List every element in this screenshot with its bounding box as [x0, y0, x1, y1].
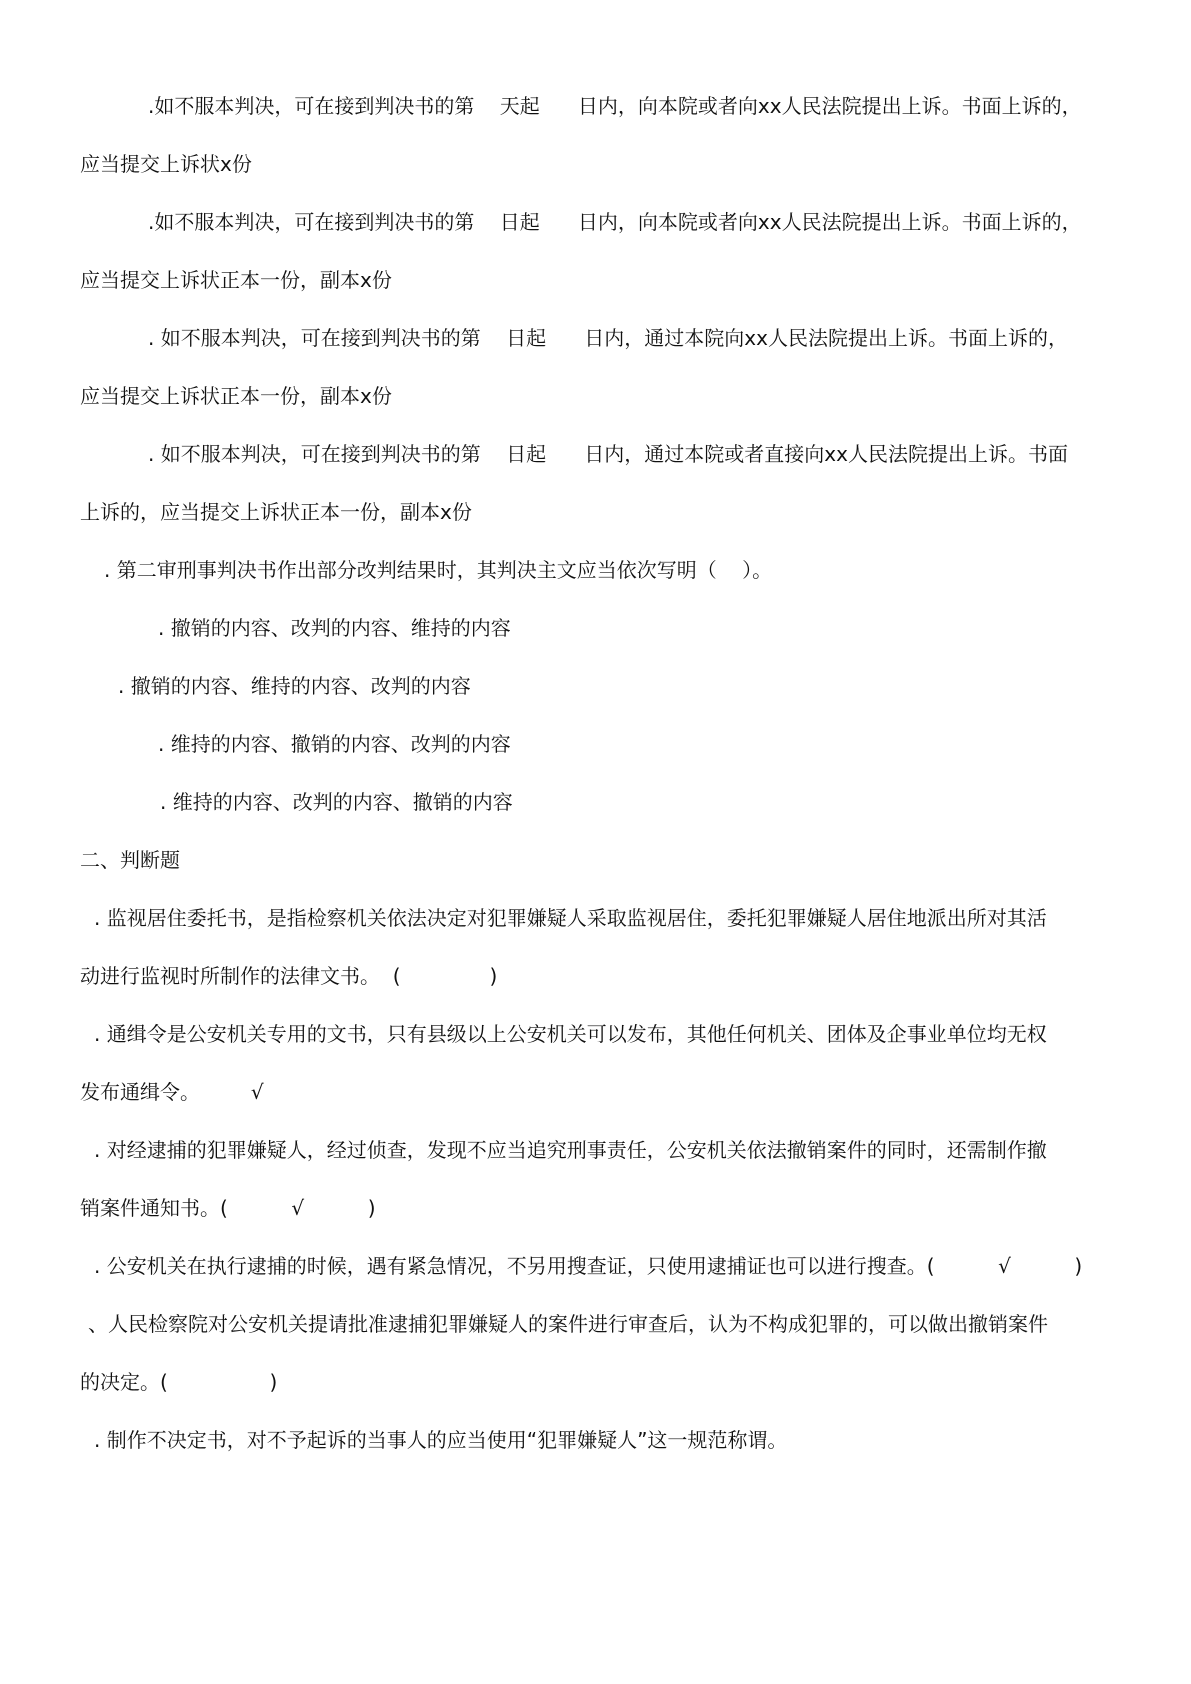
- option-c-line2: 应当提交上诉状正本一份，副本x份: [80, 384, 392, 408]
- question-option-d: . 维持的内容、改判的内容、撤销的内容: [160, 790, 513, 814]
- question-stem: . 第二审刑事判决书作出部分改判结果时，其判决主文应当依次写明（ ）。: [104, 558, 773, 582]
- question-option-b: . 撤销的内容、维持的内容、改判的内容: [118, 674, 471, 698]
- judgment-5-line2: 的决定。( ): [80, 1370, 278, 1394]
- judgment-3-line2: 销案件通知书。( √ ): [80, 1196, 376, 1220]
- question-option-a: . 撤销的内容、改判的内容、维持的内容: [158, 616, 511, 640]
- option-b-line1: .如不服本判决，可在接到判决书的第 日起 日内，向本院或者向xx人民法院提出上诉。书面上诉的，: [148, 210, 1082, 234]
- option-d-line1: . 如不服本判决，可在接到判决书的第 日起 日内，通过本院或者直接向xx人民法院提出上诉。书面: [148, 442, 1068, 466]
- judgment-1-line1: . 监视居住委托书，是指检察机关依法决定对犯罪嫌疑人采取监视居住，委托犯罪嫌疑人居住地派出所对其活: [94, 906, 1047, 930]
- option-c-line1: . 如不服本判决，可在接到判决书的第 日起 日内，通过本院向xx人民法院提出上诉。书面上诉的，: [148, 326, 1068, 350]
- section-title: 二、判断题: [80, 848, 180, 872]
- judgment-4-line1: . 公安机关在执行逮捕的时候，遇有紧急情况，不另用搜查证，只使用逮捕证也可以进行搜查。( √ ): [94, 1254, 1083, 1278]
- judgment-1-line2: 动进行监视时所制作的法律文书。 ( ): [80, 964, 498, 988]
- judgment-2-line2: 发布通缉令。 √: [80, 1080, 264, 1104]
- judgment-3-line1: . 对经逮捕的犯罪嫌疑人，经过侦查，发现不应当追究刑事责任，公安机关依法撤销案件的同时，还需制作撤: [94, 1138, 1047, 1162]
- option-a-line2: 应当提交上诉状x份: [80, 152, 252, 176]
- option-b-line2: 应当提交上诉状正本一份，副本x份: [80, 268, 392, 292]
- judgment-6-line1: . 制作不决定书，对不予起诉的当事人的应当使用“犯罪嫌疑人”这一规范称谓。: [94, 1428, 788, 1452]
- judgment-5-line1: 、人民检察院对公安机关提请批准逮捕犯罪嫌疑人的案件进行审查后，认为不构成犯罪的，可以做出撤销案件: [88, 1312, 1048, 1336]
- judgment-2-line1: . 通缉令是公安机关专用的文书，只有县级以上公安机关可以发布，其他任何机关、团体及企事业单位均无权: [94, 1022, 1047, 1046]
- option-a-line1: .如不服本判决，可在接到判决书的第 天起 日内，向本院或者向xx人民法院提出上诉。书面上诉的，: [148, 94, 1082, 118]
- question-option-c: . 维持的内容、撤销的内容、改判的内容: [158, 732, 511, 756]
- option-d-line2: 上诉的，应当提交上诉状正本一份，副本x份: [80, 500, 472, 524]
